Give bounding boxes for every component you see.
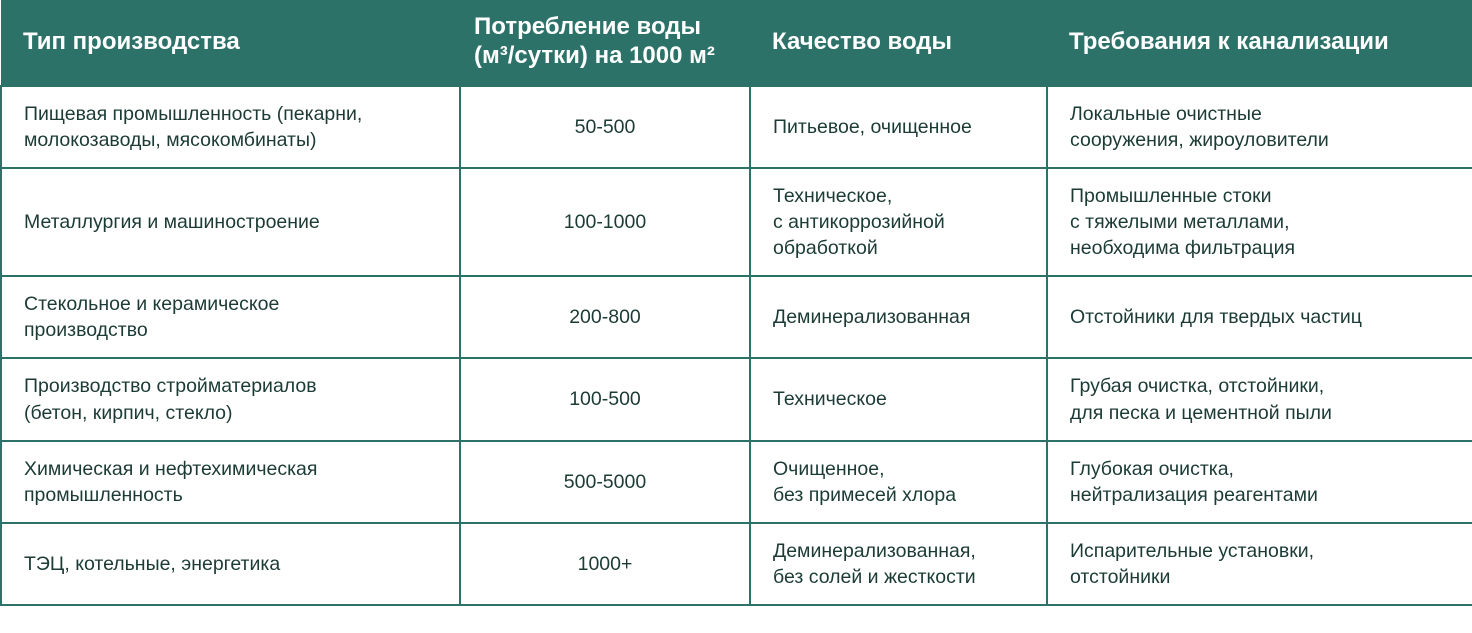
- table-body: [1, 86, 1472, 606]
- cell-production-type: ТЭЦ, котельные, энергетика: [1, 523, 460, 605]
- table-row: [1, 523, 1472, 605]
- table-row: [1, 276, 1472, 358]
- table-row: [1, 168, 1472, 276]
- cell-water-quality: Техническое: [750, 358, 1047, 440]
- cell-water-quality: Деминерализованная, без солей и жесткости: [750, 523, 1047, 605]
- table-row: [1, 441, 1472, 523]
- table-header-row: [1, 0, 1472, 86]
- cell-production-type: Химическая и нефтехимическая промышленность: [1, 441, 460, 523]
- cell-water-consumption: 50-500: [460, 86, 750, 168]
- cell-water-quality: Деминерализованная: [750, 276, 1047, 358]
- cell-water-consumption: 500-5000: [460, 441, 750, 523]
- cell-production-type: Металлургия и машиностроение: [1, 168, 460, 276]
- cell-production-type: Пищевая промышленность (пекарни, молокозаводы, мясокомбинаты): [1, 86, 460, 168]
- cell-water-quality: Питьевое, очищенное: [750, 86, 1047, 168]
- cell-sewerage-requirements: Промышленные стоки с тяжелыми металлами, необходима фильтрация: [1047, 168, 1472, 276]
- column-header-water-consumption: Потребление воды (м³/сутки) на 1000 м²: [460, 0, 750, 86]
- column-header-production-type: Тип производства: [1, 0, 460, 86]
- cell-production-type: Производство стройматериалов (бетон, кирпич, стекло): [1, 358, 460, 440]
- cell-water-quality: Очищенное, без примесей хлора: [750, 441, 1047, 523]
- cell-water-consumption: 1000+: [460, 523, 750, 605]
- cell-sewerage-requirements: Испарительные установки, отстойники: [1047, 523, 1472, 605]
- cell-production-type: Стекольное и керамическое производство: [1, 276, 460, 358]
- table-row: [1, 86, 1472, 168]
- cell-sewerage-requirements: Грубая очистка, отстойники, для песка и цементной пыли: [1047, 358, 1472, 440]
- table-header: [1, 0, 1472, 86]
- column-header-water-quality: Качество воды: [750, 0, 1047, 86]
- cell-sewerage-requirements: Локальные очистные сооружения, жироуловители: [1047, 86, 1472, 168]
- table-row: [1, 358, 1472, 440]
- cell-water-consumption: 100-1000: [460, 168, 750, 276]
- column-header-sewerage-requirements: Требования к канализации: [1047, 0, 1472, 86]
- cell-water-consumption: 100-500: [460, 358, 750, 440]
- cell-water-consumption: 200-800: [460, 276, 750, 358]
- cell-sewerage-requirements: Отстойники для твердых частиц: [1047, 276, 1472, 358]
- cell-sewerage-requirements: Глубокая очистка, нейтрализация реагентами: [1047, 441, 1472, 523]
- cell-water-quality: Техническое, с антикоррозийной обработкой: [750, 168, 1047, 276]
